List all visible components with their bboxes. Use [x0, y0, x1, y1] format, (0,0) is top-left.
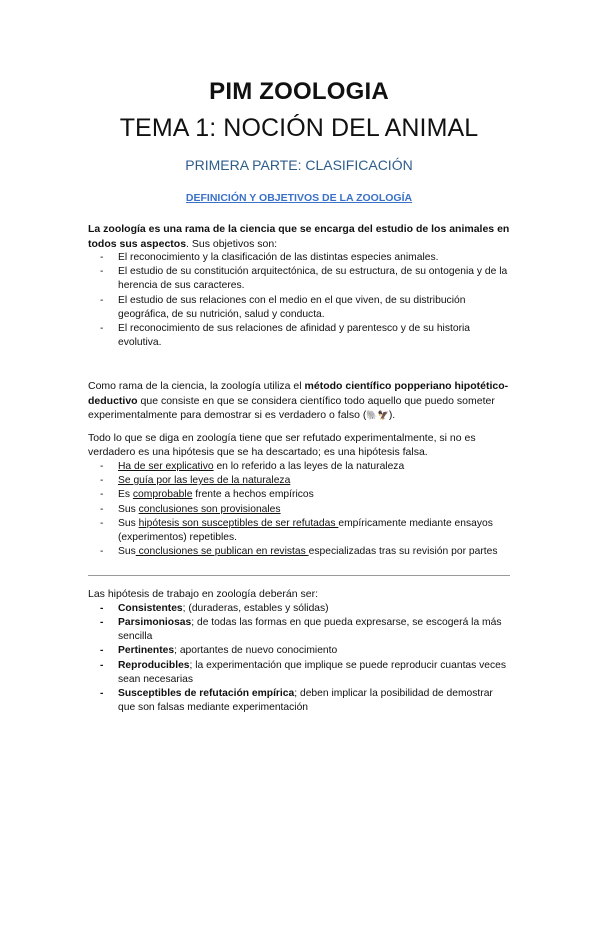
method-close: ).	[388, 409, 396, 422]
list-item: - Sus hipótesis son susceptibles de ser refutadas empíricamente mediante ensayos (experimentos) repetibles.	[118, 517, 510, 545]
method-bold: método científico popperiano hipotético-deductivo	[88, 380, 509, 407]
method-post: que consiste en que se considera científico todo aquello que puedo someter experimentalmente para demostrar si es verdadero o falso (	[88, 394, 495, 422]
topic-title: TEMA 1: NOCIÓN DEL ANIMAL	[119, 114, 479, 142]
list-item: - El reconocimiento de sus relaciones de afinidad y parentesco y de su historia evolutiva.	[118, 322, 510, 350]
properties-list	[88, 460, 510, 559]
list-item: - Es comprobable frente a hechos empíricos	[118, 488, 510, 502]
intro-rest: . Sus objetivos son:	[186, 237, 278, 250]
list-item: - Parsimoniosas; de todas las formas en que pueda expresarse, se escogerá la más sencilla	[118, 616, 510, 644]
list-item: - Se guía por las leyes de la naturaleza	[118, 474, 510, 488]
list-item: - Ha de ser explicativo en lo referido a las leyes de la naturaleza	[118, 460, 510, 474]
objectives-list	[88, 251, 510, 350]
document-page	[0, 78, 600, 926]
document-title: PIM ZOOLOGIA	[209, 78, 389, 105]
list-item: - Consistentes; (duraderas, estables y sólidas)	[118, 602, 510, 616]
hypotheses-intro: Las hipótesis de trabajo en zoología deberán ser:	[88, 588, 318, 601]
intro-bold: La zoología es una rama de la ciencia que se encarga del estudio de los animales en todos sus aspectos	[88, 223, 510, 250]
refute-paragraph: Todo lo que se diga en zoología tiene que ser refutado experimentalmente, si no es verdadero es una hipótesis que se ha descartado; es una hipótesis falsa.	[88, 431, 476, 459]
list-item: - Susceptibles de refutación empírica; deben implicar la posibilidad de demostrar que son falsas mediante experimentación	[118, 687, 510, 715]
definition-heading: DEFINICIÓN Y OBJETIVOS DE LA ZOOLOGÍA	[185, 192, 413, 204]
list-item: - El estudio de su constitución arquitectónica, de su estructura, de su ontogenia y de la herencia de sus caracteres.	[118, 265, 510, 293]
method-paragraph	[88, 379, 510, 423]
method-pre: Como rama de la ciencia, la zoología utiliza el	[88, 380, 305, 393]
list-item: - Reproducibles; la experimentación que implique se puede reproducir cuantas veces sean necesarias	[118, 659, 510, 687]
list-item: - Sus conclusiones son provisionales	[118, 503, 510, 517]
section-title: PRIMERA PARTE: CLASIFICACIÓN	[185, 157, 413, 173]
list-item: - El reconocimiento y la clasificación de las distintas especies animales.	[118, 251, 510, 265]
hypotheses-list	[88, 602, 510, 716]
intro-paragraph	[88, 222, 510, 251]
horizontal-divider	[88, 575, 510, 576]
list-item: - Sus conclusiones se publican en revistas especializadas tras su revisión por partes	[118, 545, 510, 559]
list-item: - Pertinentes; aportantes de nuevo conocimiento	[118, 644, 510, 658]
list-item: - El estudio de sus relaciones con el medio en el que viven, de su distribución geográfica, de su nutrición, salud y conducta.	[118, 294, 510, 322]
animal-emoji-icon: 🐘🦅	[366, 410, 389, 421]
